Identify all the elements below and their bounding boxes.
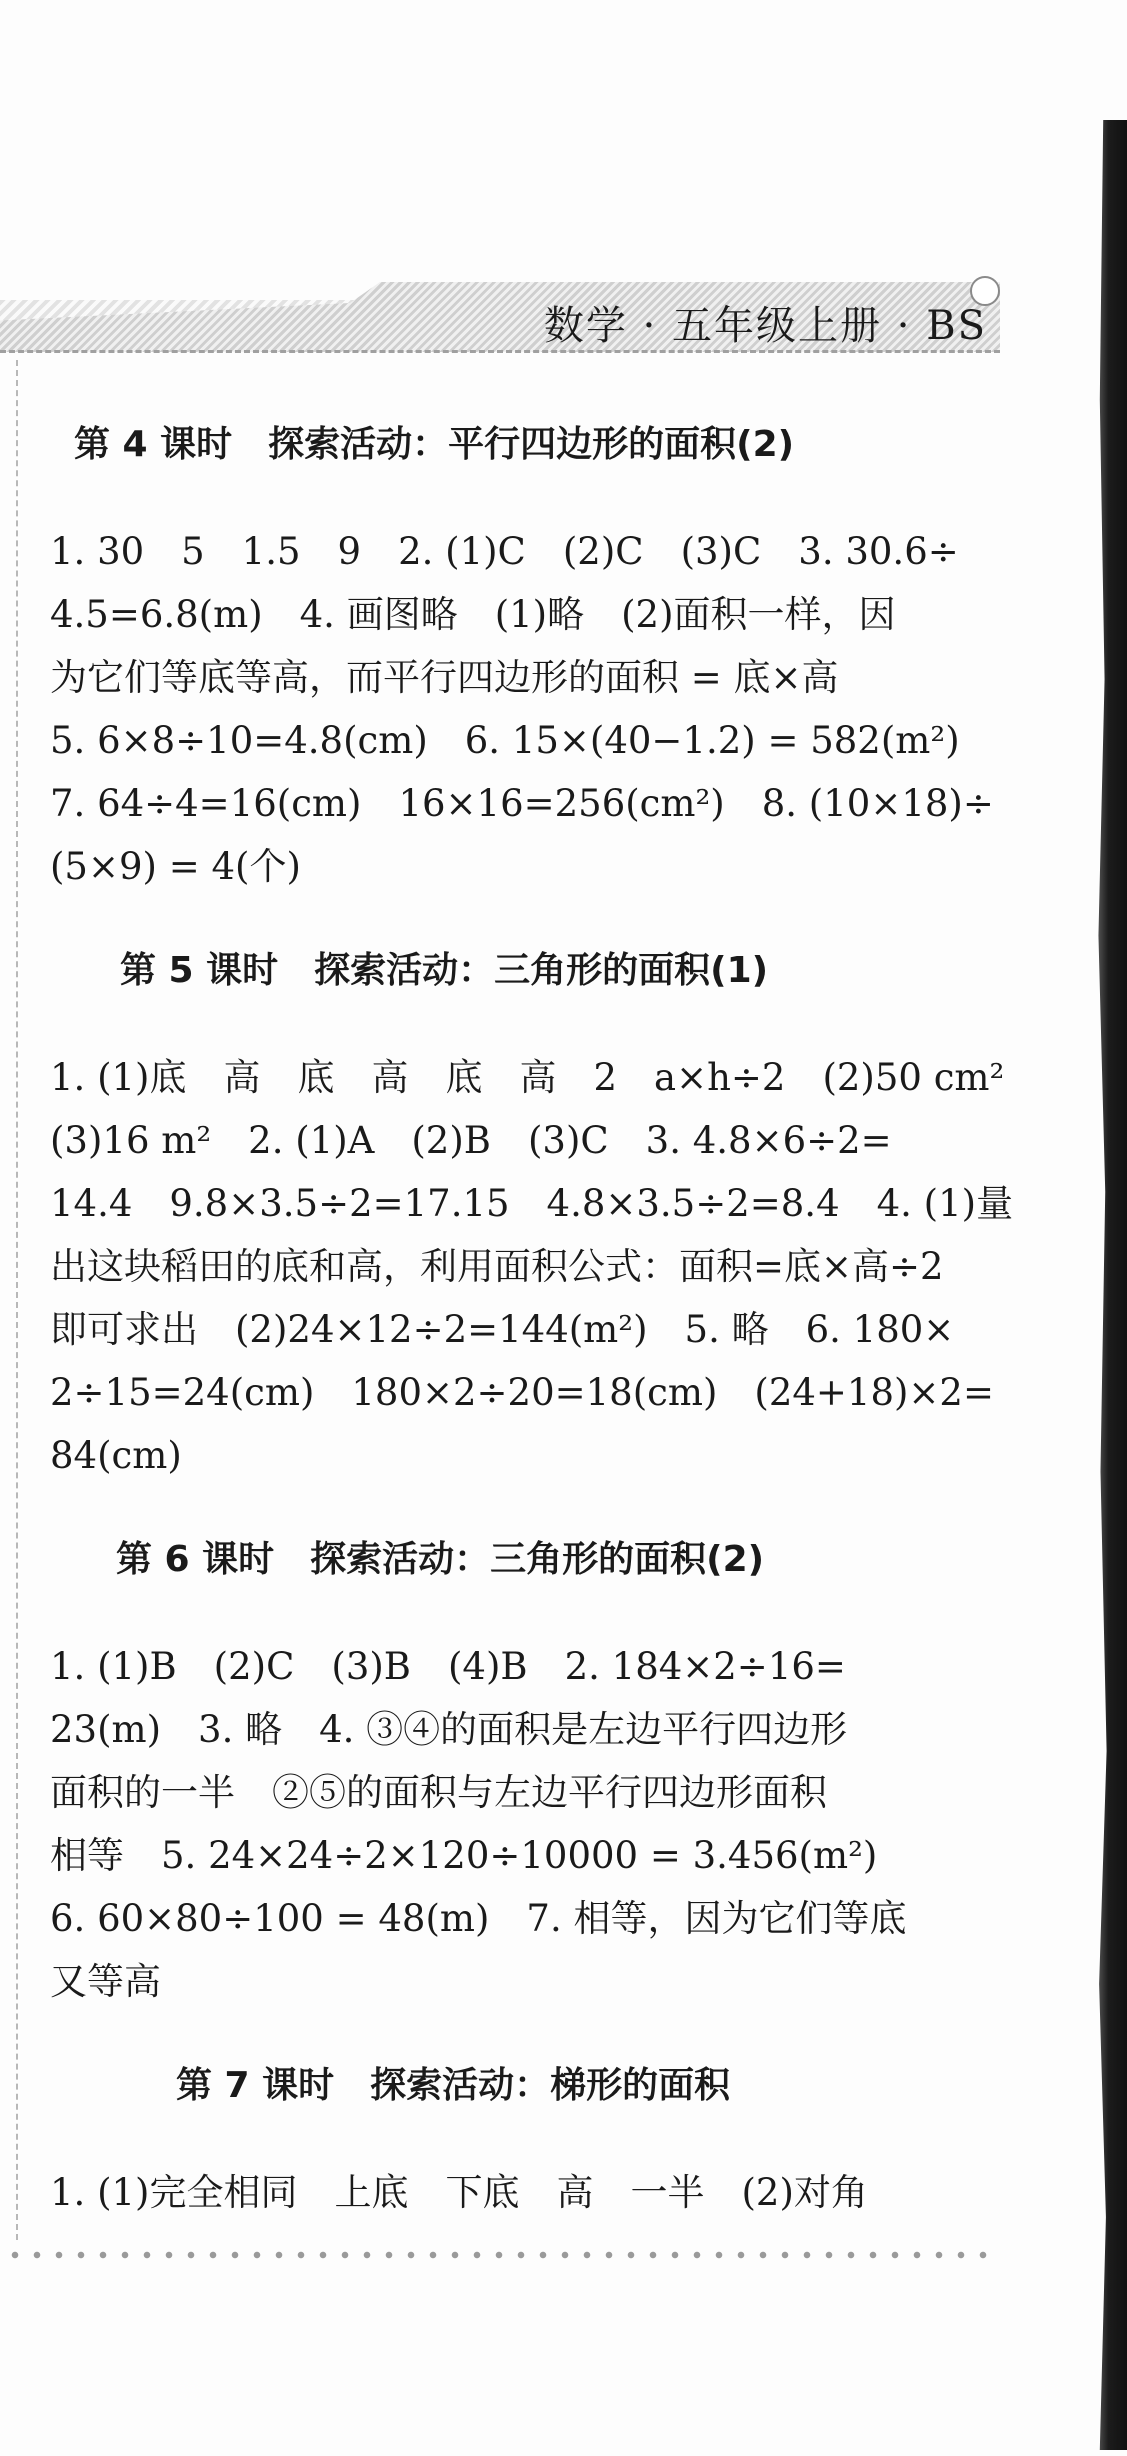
answer-line: (5×9) = 4(个): [50, 845, 301, 888]
section-lesson-6: [50, 1525, 1010, 2013]
answer-line: 84(cm): [50, 1434, 182, 1477]
section-title: 第 6 课时 探索活动：三角形的面积(2): [116, 1539, 765, 1580]
section-body: [50, 2161, 1010, 2224]
answer-content: [50, 410, 1014, 2224]
answer-line: 2÷15=24(cm) 180×2÷20=18(cm) (24+18)×2=: [50, 1371, 994, 1414]
section-title: 第 4 课时 探索活动：平行四边形的面积(2): [74, 424, 795, 465]
answer-line: 又等高: [50, 1960, 161, 2003]
answer-line: 4.5=6.8(m) 4. 画图略 (1)略 (2)面积一样，因: [50, 593, 896, 636]
answer-line: 1. (1)完全相同 上底 下底 高 一半 (2)对角: [50, 2171, 868, 2214]
answer-line: 7. 64÷4=16(cm) 16×16=256(cm²) 8. (10×18)÷: [50, 782, 994, 825]
section-lesson-7: [50, 2051, 1010, 2224]
answer-line: 即可求出 (2)24×12÷2=144(m²) 5. 略 6. 180×: [50, 1308, 955, 1351]
section-body: [50, 520, 1010, 898]
footer-dot-border: [0, 2240, 1000, 2270]
answer-line: 为它们等底等高，而平行四边形的面积 = 底×高: [50, 656, 839, 699]
section-body: [50, 1635, 1010, 2013]
section-body: [50, 1046, 1014, 1487]
answer-line: 14.4 9.8×3.5÷2=17.15 4.8×3.5÷2=8.4 4. (1)量: [50, 1182, 1014, 1225]
header-divider: [0, 350, 1000, 353]
answer-line: 1. 30 5 1.5 9 2. (1)C (2)C (3)C 3. 30.6÷: [50, 530, 959, 573]
answer-line: 面积的一半 ②⑤的面积与左边平行四边形面积: [50, 1771, 827, 1814]
scanned-page-edge: [1093, 120, 1127, 2450]
section-lesson-4: [50, 410, 1010, 898]
answer-line: 1. (1)底 高 底 高 底 高 2 a×h÷2 (2)50 cm²: [50, 1056, 1005, 1099]
answer-line: 6. 60×80÷100 = 48(m) 7. 相等，因为它们等底: [50, 1897, 907, 1940]
header-title: 数学 · 五年级上册 · BS: [543, 303, 987, 349]
answer-line: 出这块稻田的底和高，利用面积公式：面积=底×高÷2: [50, 1245, 944, 1288]
answer-line: 1. (1)B (2)C (3)B (4)B 2. 184×2÷16=: [50, 1645, 846, 1688]
answer-line: (3)16 m² 2. (1)A (2)B (3)C 3. 4.8×6÷2=: [50, 1119, 892, 1162]
section-title: 第 5 课时 探索活动：三角形的面积(1): [120, 950, 769, 991]
margin-rule: [16, 360, 18, 2240]
section-lesson-5: [50, 936, 1014, 1487]
answer-line: 5. 6×8÷10=4.8(cm) 6. 15×(40−1.2) = 582(m²): [50, 719, 960, 762]
answer-line: 相等 5. 24×24÷2×120÷10000 = 3.456(m²): [50, 1834, 878, 1877]
section-title: 第 7 课时 探索活动：梯形的面积: [176, 2065, 731, 2106]
answer-line: 23(m) 3. 略 4. ③④的面积是左边平行四边形: [50, 1708, 848, 1751]
